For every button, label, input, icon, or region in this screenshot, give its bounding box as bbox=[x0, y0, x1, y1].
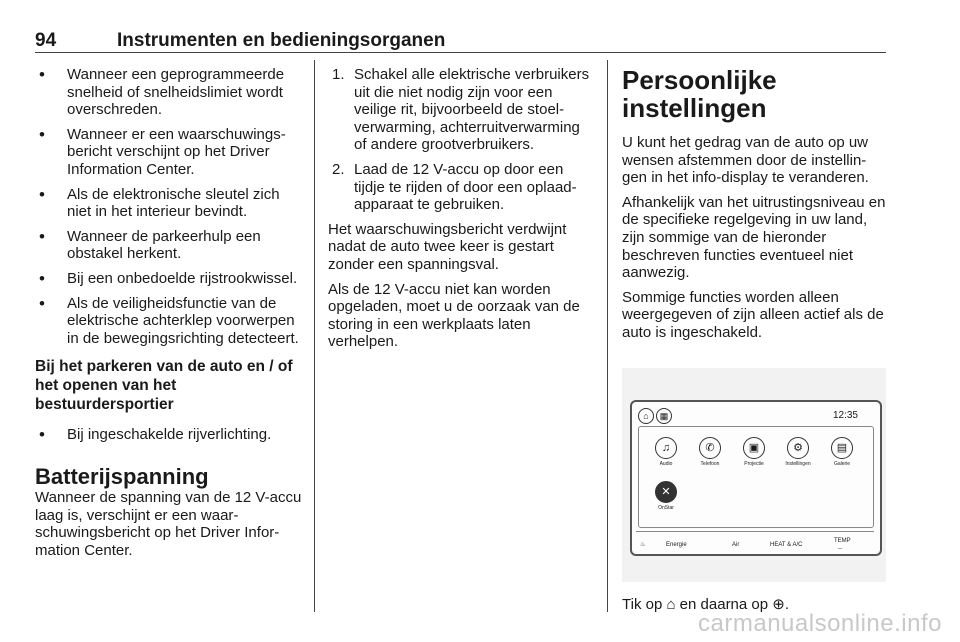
gallery-icon: ▤ bbox=[831, 437, 853, 459]
app-tile-projectie bbox=[735, 437, 773, 468]
air-label: Air bbox=[732, 541, 740, 548]
app-tile-galerie bbox=[823, 437, 861, 468]
list-item: • Bij een onbedoelde rijstrookwissel. bbox=[35, 270, 303, 288]
figure-caption: Tik op ⌂ en daarna op ⊕. bbox=[622, 595, 789, 613]
step-text: Laad de 12 V-accu op door een tijdje te rijden of door een oplaadapparaat te gebruiken. bbox=[354, 160, 577, 214]
paragraph: Wanneer de spanning van de 12 V-accu laag is, verschijnt er een waarschuwingsbericht op het Driver Information Center. bbox=[35, 488, 302, 559]
home-icon: ⌂ bbox=[638, 408, 654, 424]
apps-icon: ▦ bbox=[656, 408, 672, 424]
app-tile-audio bbox=[647, 437, 685, 468]
column-1 bbox=[35, 66, 303, 566]
step-item bbox=[328, 66, 592, 154]
phone-icon: ✆ bbox=[699, 437, 721, 459]
seat-heat-icon: ♨ bbox=[640, 541, 646, 548]
step-item bbox=[328, 161, 592, 214]
app-tile-onstar bbox=[647, 481, 685, 512]
app-label: Audio bbox=[659, 460, 673, 467]
app-label: OnStar bbox=[658, 504, 674, 511]
paragraph: Afhankelijk van het uitrustingsniveau en de specifieke regelgeving in uw land, zijn sommige van de hieronder beschreven functies eventueel niet aanwezig. bbox=[622, 193, 886, 282]
column-2 bbox=[328, 66, 592, 358]
step-text: Schakel alle elektrische verbruikers uit die niet nodig zijn voor een veilige rit, bijvoorbeeld de stoelverwarming, achterruitverwarming of andere grootverbruikers. bbox=[354, 66, 590, 154]
step-number: 2. bbox=[332, 160, 345, 178]
music-note-icon: ♫ bbox=[655, 437, 677, 459]
column-divider-1 bbox=[314, 60, 315, 612]
list-item: • Als de veiligheidsfunctie van de elektrische achterklep voorwerpen in de bewegingsrichting detecteert. bbox=[35, 295, 303, 348]
paragraph: U kunt het gedrag van de auto op uw wensen afstemmen door de instellingen in het info-display te veranderen. bbox=[622, 134, 869, 187]
app-label: Telefoon bbox=[700, 460, 720, 467]
header-rule bbox=[35, 52, 886, 53]
temp-label: TEMP bbox=[834, 537, 851, 544]
onstar-icon: ✕ bbox=[655, 481, 677, 503]
list-item: • Bij ingeschakelde rijverlichting. bbox=[35, 426, 303, 444]
clock: 12:35 bbox=[832, 409, 858, 421]
paragraph: Sommige functies worden alleen weergegeven of zijn alleen actief als de auto is ingeschakeld. bbox=[622, 288, 884, 341]
numbered-steps bbox=[328, 66, 592, 214]
subheading: Bij het parkeren van de auto en / of het openen van het bestuurdersportier bbox=[35, 358, 293, 414]
display-screen bbox=[630, 400, 882, 556]
bullet-list-1 bbox=[35, 66, 303, 347]
column-divider-2 bbox=[607, 60, 608, 612]
app-tile-instellingen bbox=[779, 437, 817, 468]
app-tile-telefoon bbox=[691, 437, 729, 468]
app-label: Galerie bbox=[833, 460, 851, 467]
climate-bar bbox=[636, 531, 874, 550]
paragraph: Het waarschuwingsbericht verdwijnt nadat de auto twee keer is gestart zonder een spanningsval. bbox=[328, 220, 567, 273]
paragraph: Als de 12 V-accu niet kan worden opgeladen, moet u de oorzaak van de storing in een werkplaats laten verhelpen. bbox=[328, 280, 580, 351]
temp-value: -- bbox=[838, 545, 842, 552]
heat-ac-label: HEAT & A/C bbox=[770, 541, 803, 548]
app-label: Projectie bbox=[744, 460, 764, 467]
section-title-batterijspanning: Batterijspanning bbox=[35, 463, 209, 489]
app-label: Instellingen bbox=[785, 460, 811, 467]
list-item: • Als de elektronische sleutel zich niet in het interieur bevindt. bbox=[35, 186, 303, 221]
settings-gear-icon: ⚙ bbox=[787, 437, 809, 459]
app-grid bbox=[638, 426, 874, 528]
page-number: 94 bbox=[35, 30, 57, 51]
list-item: • Wanneer de parkeerhulp een obstakel herkent. bbox=[35, 228, 303, 263]
step-number: 1. bbox=[332, 66, 345, 83]
watermark: carmanualsonline.info bbox=[698, 610, 942, 637]
list-item: • Wanneer er een waarschuwingsbericht verschijnt op het Driver Information Center. bbox=[35, 126, 303, 179]
section-title-persoonlijke-instellingen: Persoonlijke instellingen bbox=[622, 65, 777, 123]
column-3 bbox=[622, 66, 886, 620]
infotainment-figure bbox=[622, 368, 886, 582]
list-item: • Wanneer een geprogrammeerde snelheid of snelheidslimiet wordt overschreden. bbox=[35, 66, 303, 119]
projection-icon: ▣ bbox=[743, 437, 765, 459]
running-title: Instrumenten en bedieningsorganen bbox=[117, 30, 446, 51]
bullet-list-2 bbox=[35, 426, 303, 444]
energy-label: Energie bbox=[666, 541, 687, 548]
